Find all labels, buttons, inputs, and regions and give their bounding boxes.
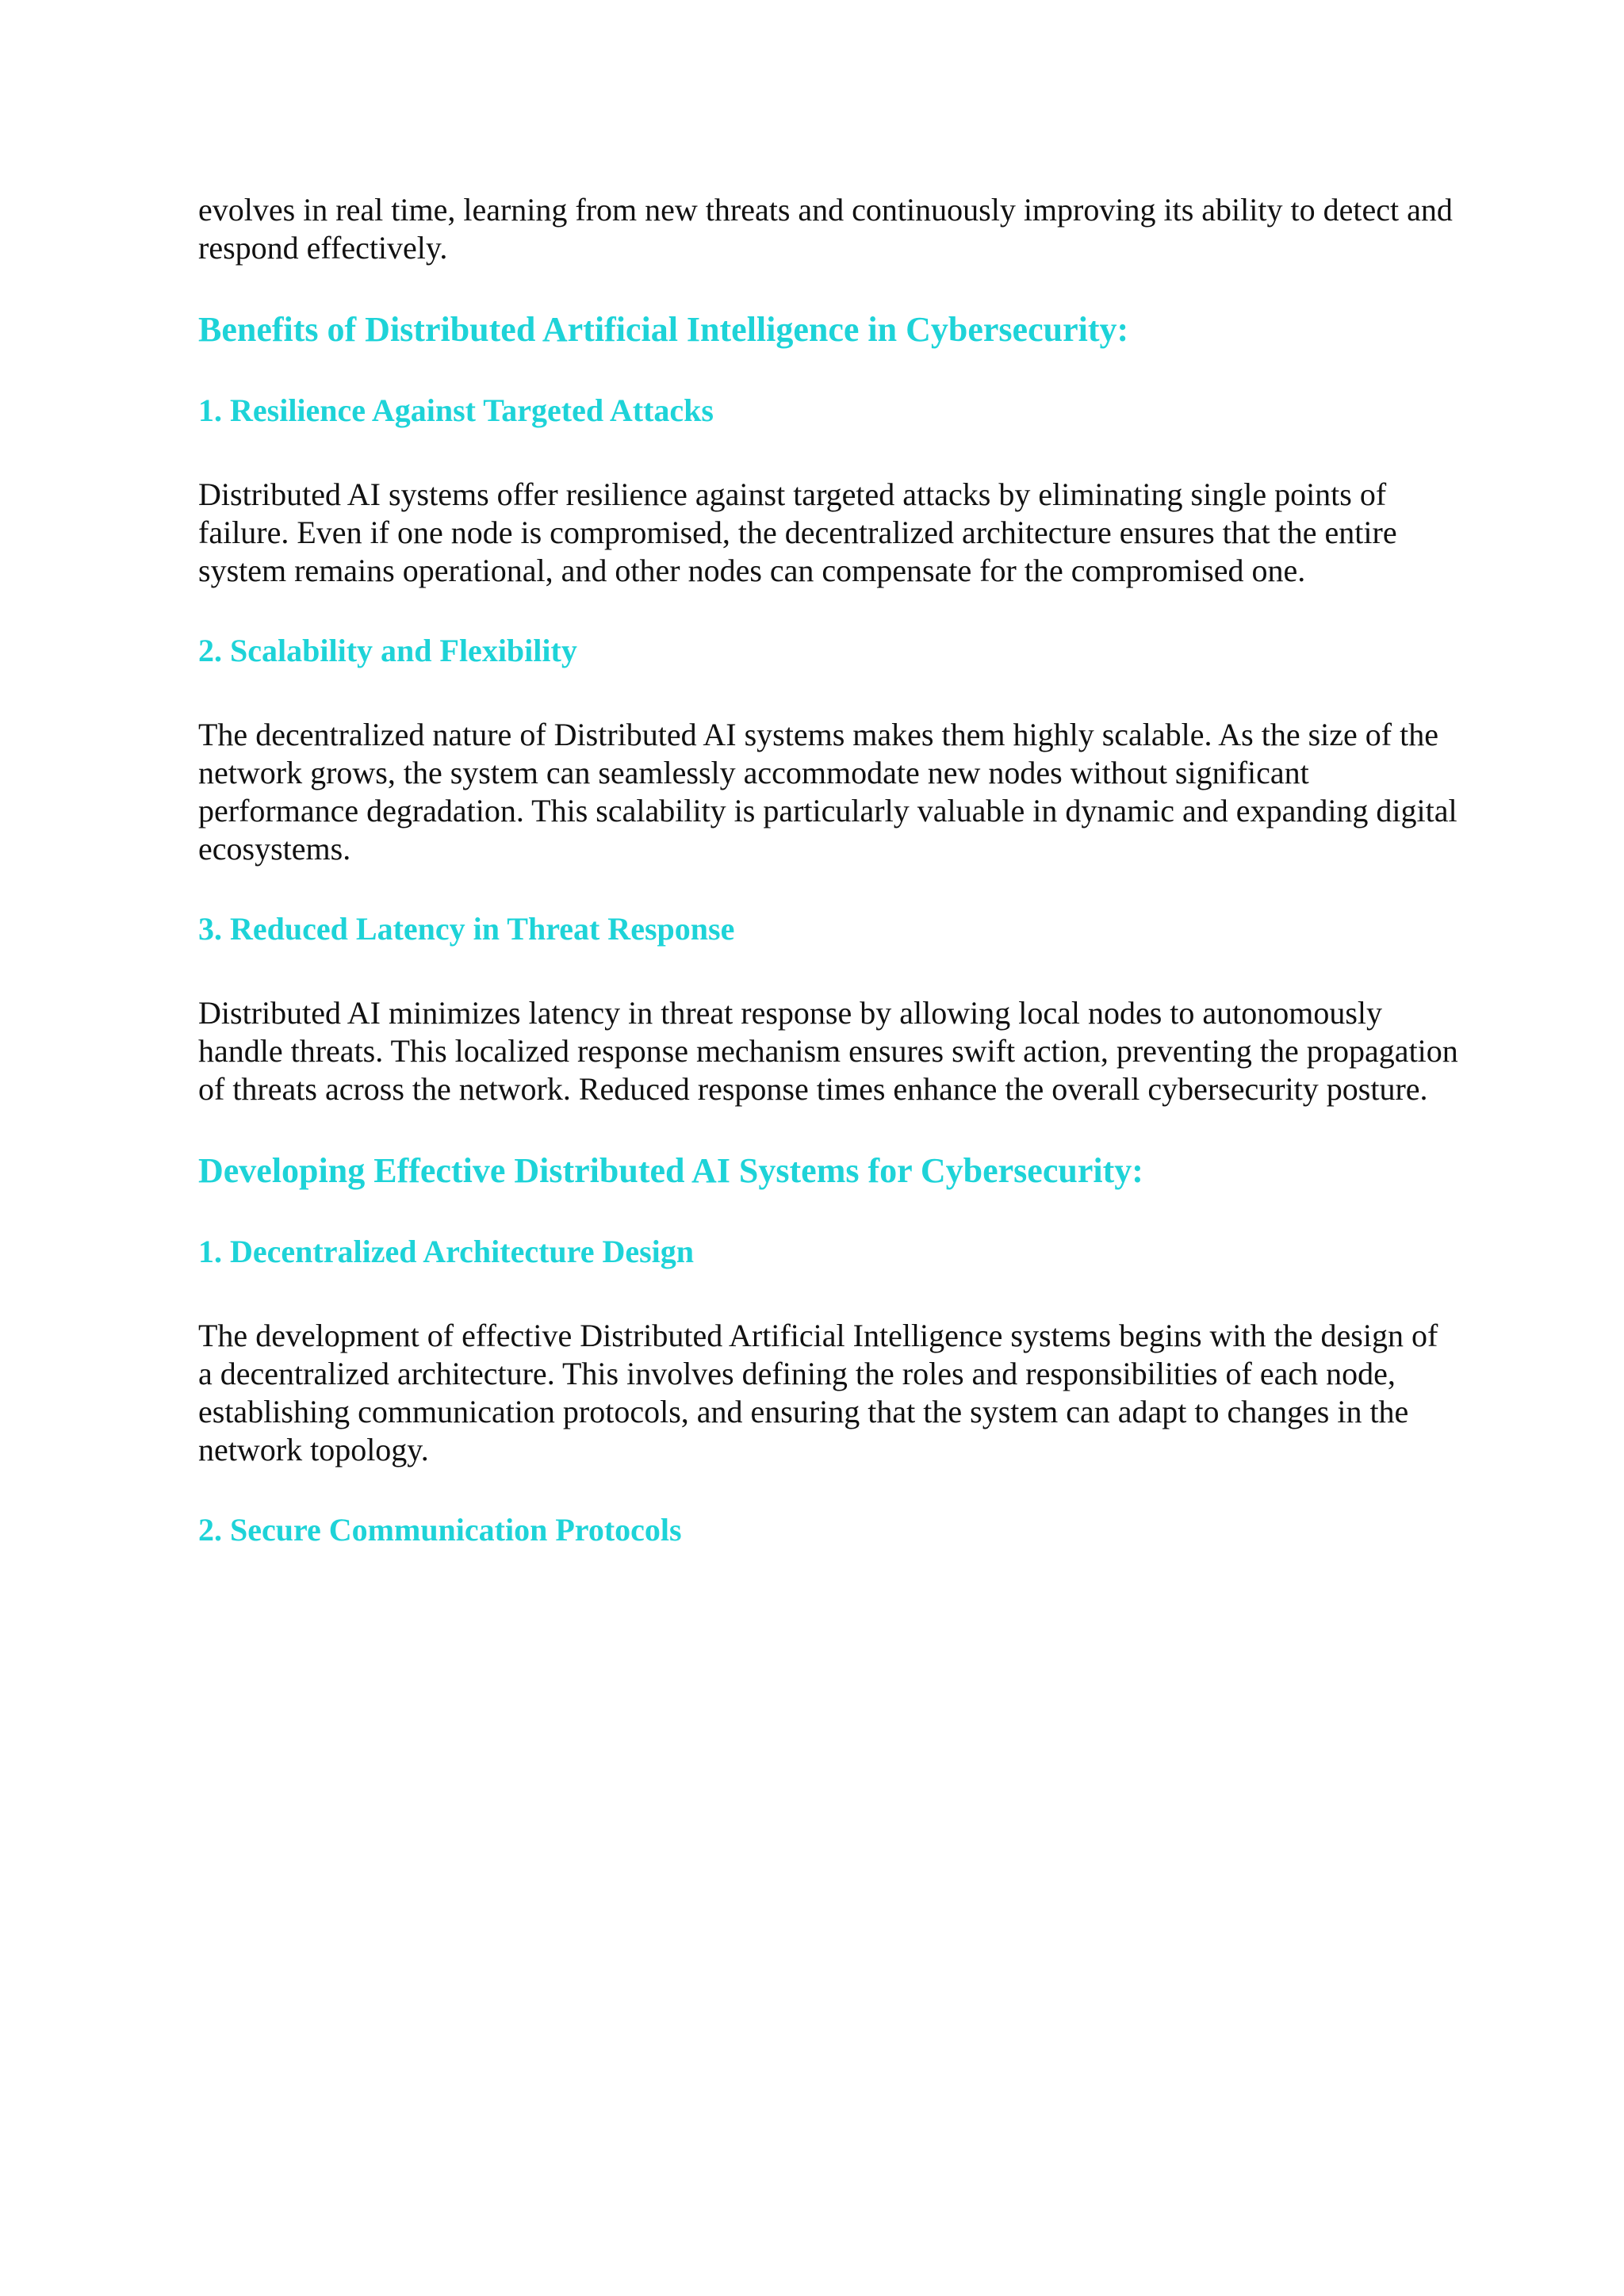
developing-2-title: 2. Secure Communication Protocols <box>198 1512 682 1548</box>
intro-paragraph: evolves in real time, learning from new threats and continuously improving its ability to detect and respond effectively. <box>198 192 1453 266</box>
developing-1-title: 1. Decentralized Architecture Design <box>198 1234 695 1269</box>
document-body <box>198 191 1459 1549</box>
developing-1-body: The development of effective Distributed Artificial Intelligence systems begins with the design of a decentralized architecture. This involves defining the roles and responsibilities of each node, establishing communication protocols, and ensuring that the system can adapt to changes in the network topology. <box>198 1318 1438 1468</box>
benefit-3-body: Distributed AI minimizes latency in threat response by allowing local nodes to autonomously handle threats. This localized response mechanism ensures swift action, preventing the propagation of threats across the network. Reduced response times enhance the overall cybersecurity posture. <box>198 995 1458 1107</box>
benefit-3-title: 3. Reduced Latency in Threat Response <box>198 911 735 947</box>
developing-section-heading: Developing Effective Distributed AI Systems for Cybersecurity: <box>198 1151 1143 1190</box>
benefit-1-title: 1. Resilience Against Targeted Attacks <box>198 392 714 428</box>
benefit-2-body: The decentralized nature of Distributed AI systems makes them highly scalable. As the size of the network grows, the system can seamlessly accommodate new nodes without significant performance degradation. This scalability is particularly valuable in dynamic and expanding digital ecosystems. <box>198 717 1457 867</box>
benefits-section-heading: Benefits of Distributed Artificial Intelligence in Cybersecurity: <box>198 310 1129 349</box>
benefit-2-title: 2. Scalability and Flexibility <box>198 633 577 668</box>
benefit-1-body: Distributed AI systems offer resilience against targeted attacks by eliminating single points of failure. Even if one node is compromised, the decentralized architecture ensures that the entire system remains operational, and other nodes can compensate for the compromised one. <box>198 476 1397 588</box>
